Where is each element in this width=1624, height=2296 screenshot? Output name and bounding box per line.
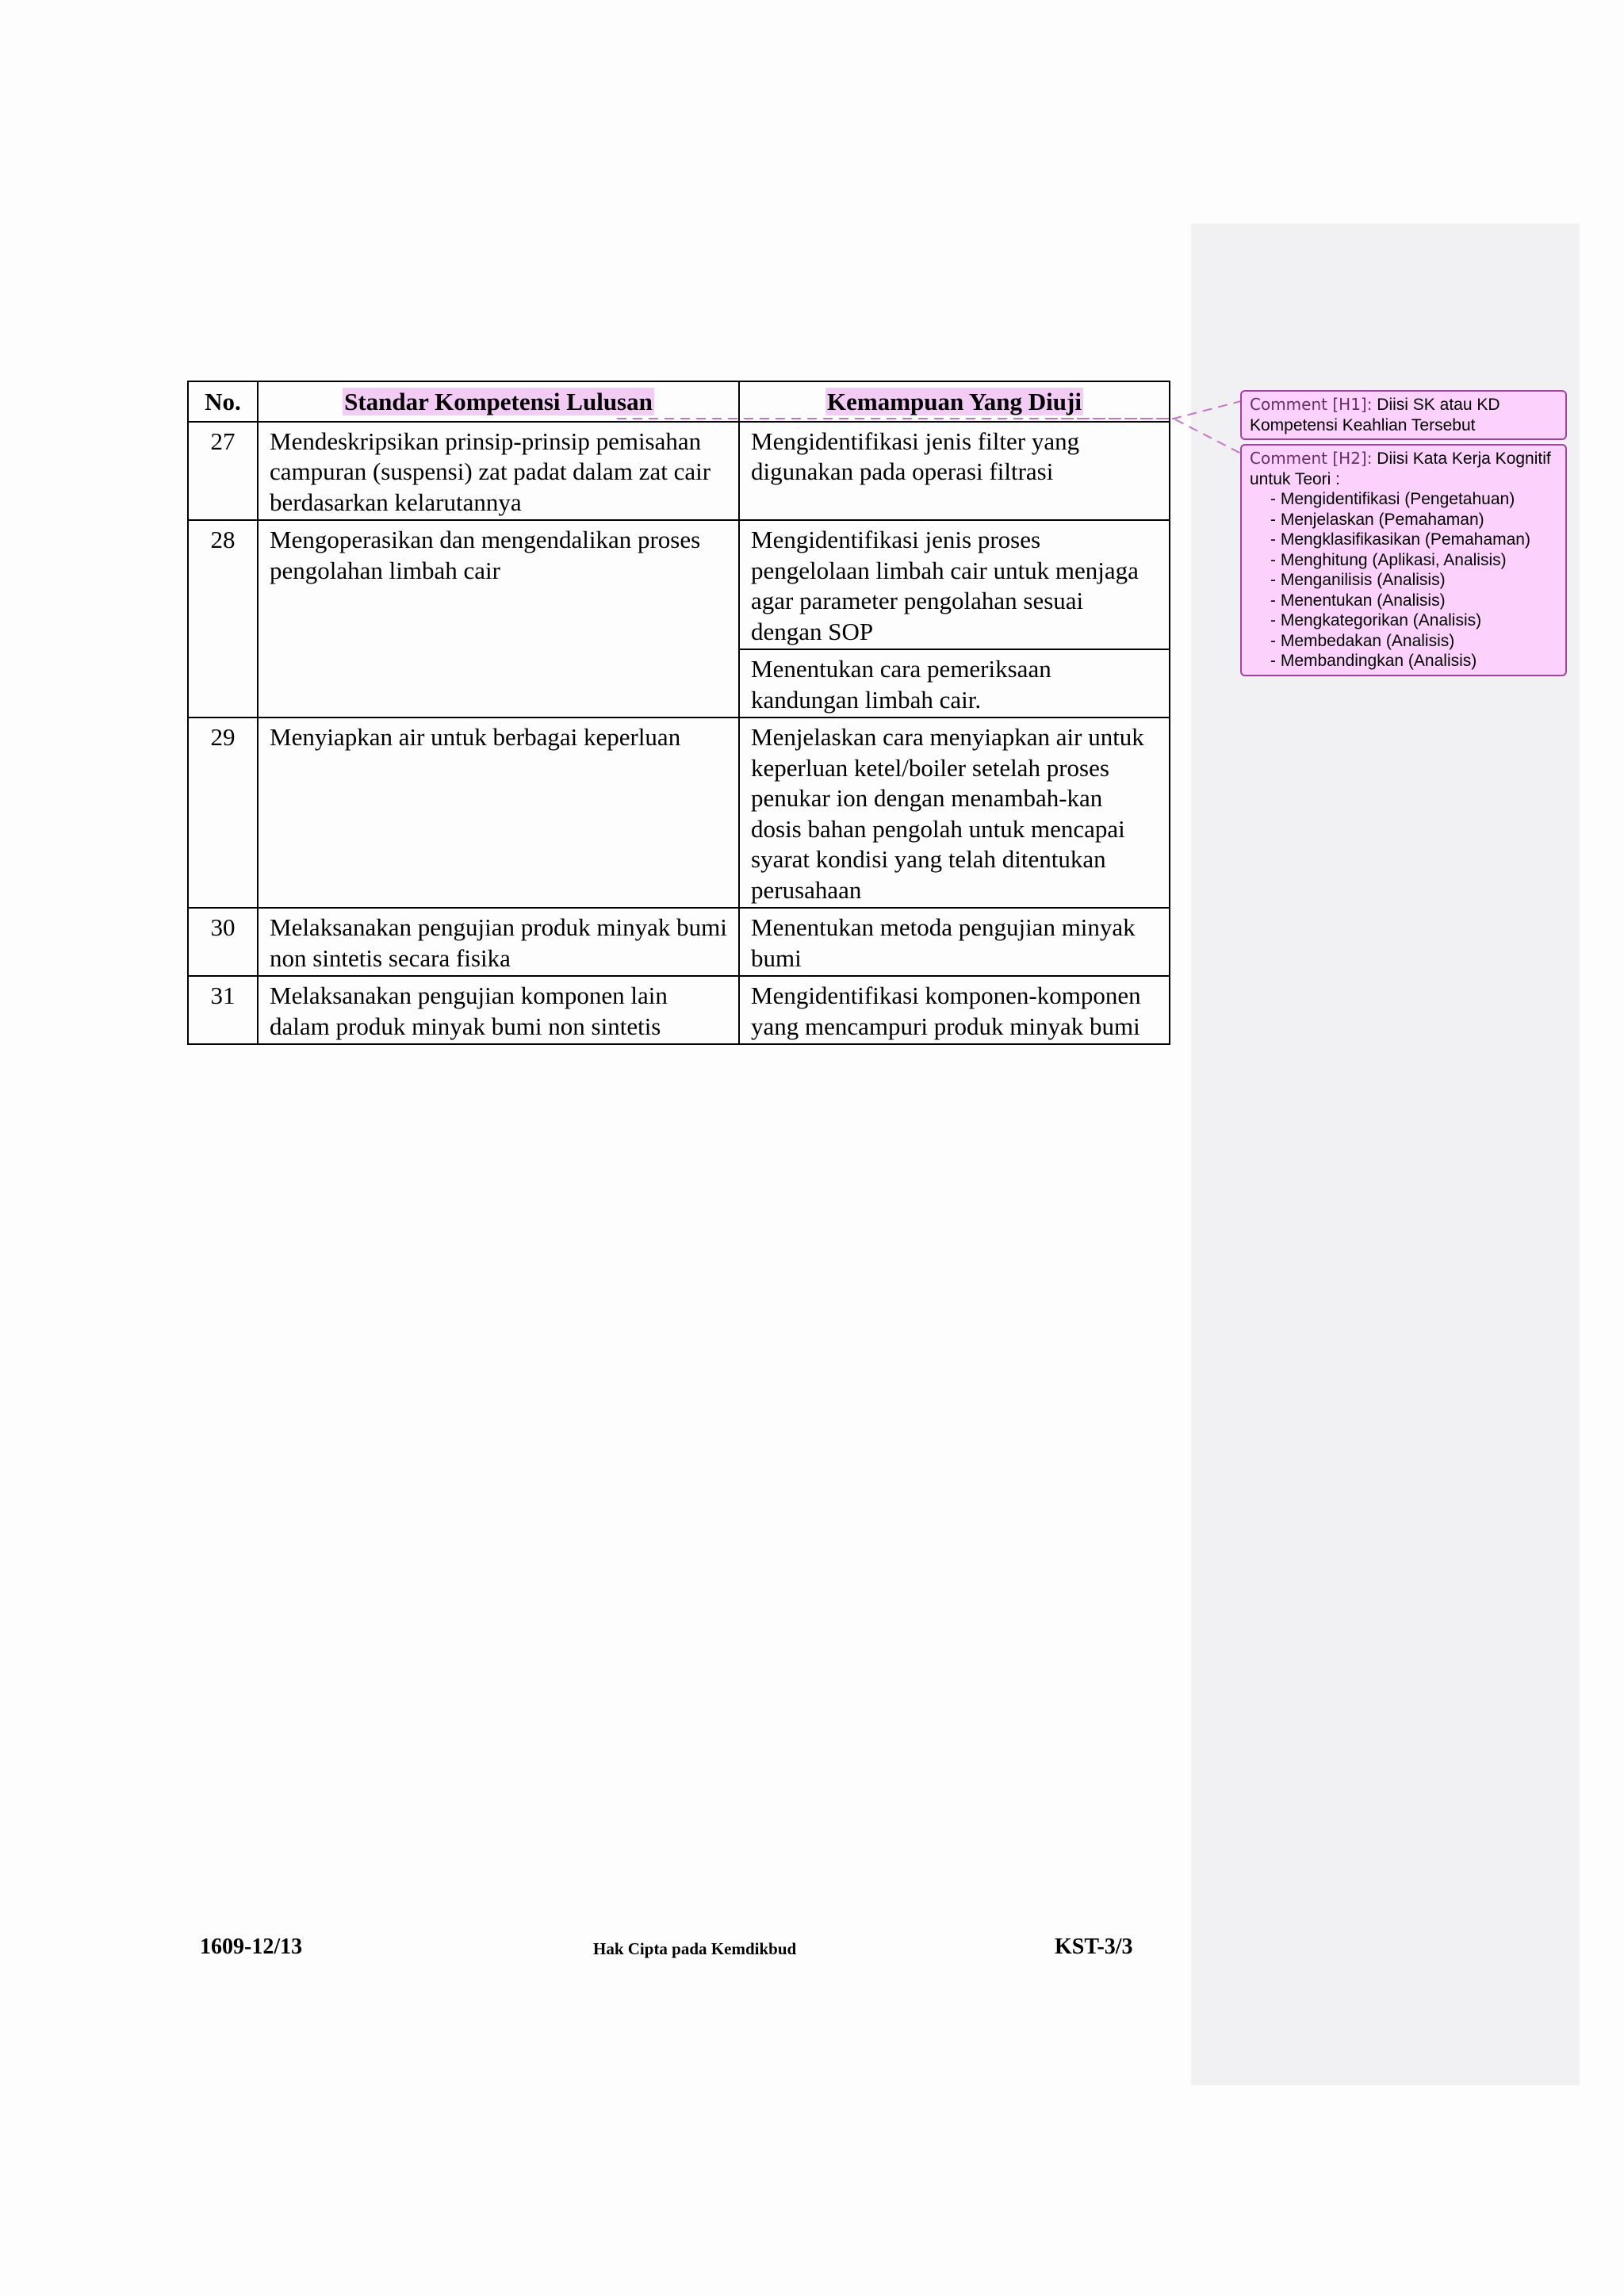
list-item: - Membandingkan (Analisis) [1270, 651, 1557, 672]
table-row [188, 976, 1170, 1044]
footer-copyright: Hak Cipta pada Kemdikbud [593, 1939, 797, 1958]
row-skl: Melaksanakan pengujian produk minyak bumi non sintetis secara fisika [258, 908, 739, 976]
row-skl: Mendeskripsikan prinsip-prinsip pemisahan campuran (suspensi) zat padat dalam zat cair berdasarkan kelarutannya [258, 422, 739, 521]
row-kyd: Menentukan metoda pengujian minyak bumi [739, 908, 1170, 976]
list-item: - Menjelaskan (Pemahaman) [1270, 510, 1557, 530]
row-number: 27 [188, 422, 258, 521]
comment-h2-list [1250, 489, 1557, 672]
row-kyd: Mengidentifikasi jenis filter yang digunakan pada operasi filtrasi [739, 422, 1170, 521]
row-skl: Menyiapkan air untuk berbagai keperluan [258, 718, 739, 908]
comment-h2-tag: Comment [H2]: [1250, 449, 1373, 468]
row-number: 29 [188, 718, 258, 908]
footer-document-code: 1609-12/13 [200, 1934, 303, 1959]
table-row [188, 908, 1170, 976]
row-number: 28 [188, 520, 258, 718]
header-skl [258, 381, 739, 422]
table-row [188, 520, 1170, 649]
header-kyd [739, 381, 1170, 422]
comment-h2-text: Diisi Kata Kerja Kognitif untuk Teori : [1250, 450, 1551, 488]
row-kyd: Mengidentifikasi jenis proses pengelolaan limbah cair untuk menjaga agar parameter pengolahan sesuai dengan SOP [739, 520, 1170, 649]
header-no: No. [188, 381, 258, 422]
list-item: - Menentukan (Analisis) [1270, 591, 1557, 611]
list-item: - Menghitung (Aplikasi, Analisis) [1270, 550, 1557, 571]
comment-h1-text: Diisi SK atau KD Kompetensi Keahlian Tersebut [1250, 396, 1500, 434]
list-item: - Mengidentifikasi (Pengetahuan) [1270, 489, 1557, 510]
competency-table [187, 381, 1170, 1045]
table-row [188, 422, 1170, 521]
header-skl-highlight[interactable]: Standar Kompetensi Lulusan [344, 388, 653, 415]
list-item: - Mengklasifikasikan (Pemahaman) [1270, 530, 1557, 550]
row-number: 30 [188, 908, 258, 976]
list-item: - Menganilisis (Analisis) [1270, 570, 1557, 591]
list-item: - Membedakan (Analisis) [1270, 631, 1557, 652]
row-skl: Melaksanakan pengujian komponen lain dalam produk minyak bumi non sintetis [258, 976, 739, 1044]
table-header-row [188, 381, 1170, 422]
comment-h2[interactable] [1240, 444, 1567, 676]
table-row [188, 718, 1170, 908]
row-kyd: Menjelaskan cara menyiapkan air untuk keperluan ketel/boiler setelah proses penukar ion dengan menambah-kan dosis bahan pengolah untuk mencapai syarat kondisi yang telah ditentukan perusahaan [739, 718, 1170, 908]
header-kyd-highlight[interactable]: Kemampuan Yang Diuji [827, 388, 1082, 415]
footer-page-number: KST-3/3 [1055, 1934, 1133, 1959]
row-skl: Mengoperasikan dan mengendalikan proses pengolahan limbah cair [258, 520, 739, 718]
row-number: 31 [188, 976, 258, 1044]
row-kyd: Mengidentifikasi komponen-komponen yang mencampuri produk minyak bumi [739, 976, 1170, 1044]
comment-h1[interactable] [1240, 390, 1567, 440]
list-item: - Mengkategorikan (Analisis) [1270, 610, 1557, 631]
comment-h1-tag: Comment [H1]: [1250, 395, 1373, 414]
row-kyd: Menentukan cara pemeriksaan kandungan limbah cair. [739, 649, 1170, 718]
